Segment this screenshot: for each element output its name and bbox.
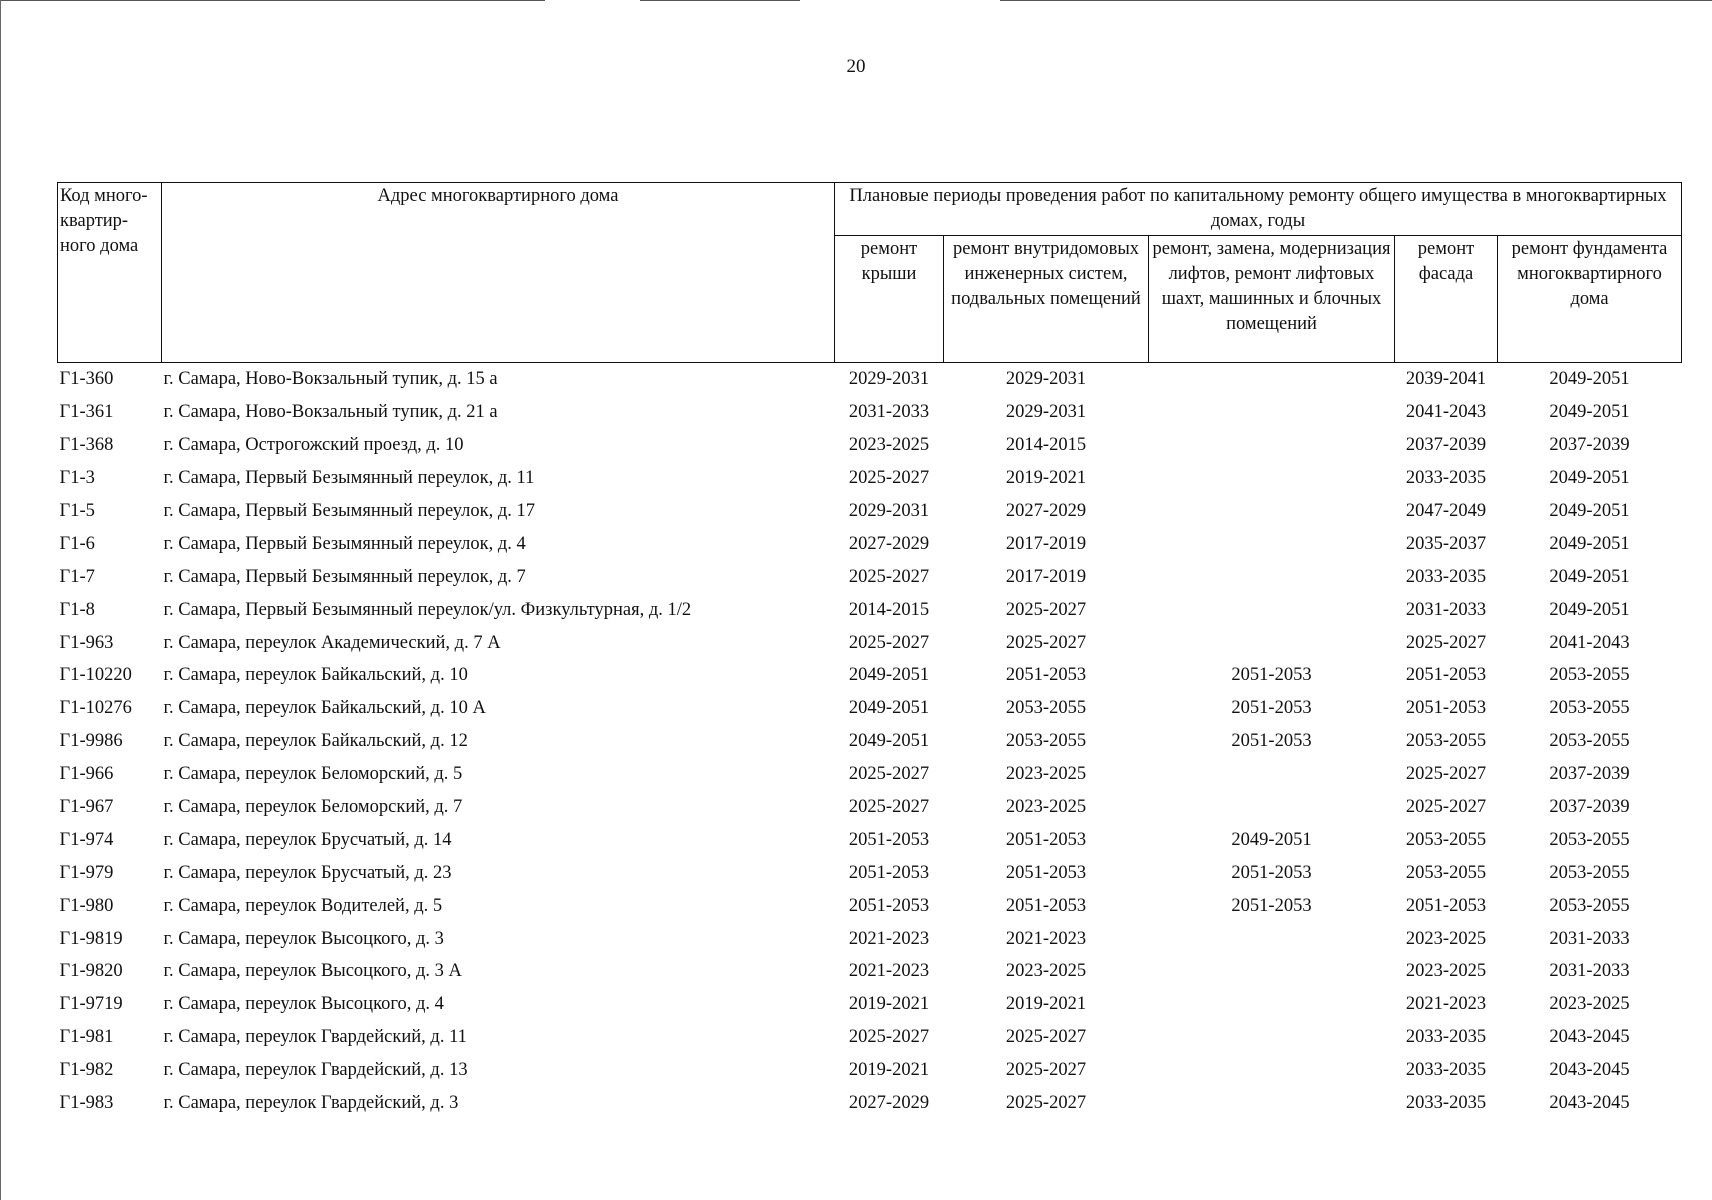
facade-period-cell: 2053-2055 — [1405, 862, 1487, 883]
header-foundation-repair: ремонт фундамента многоквартирного дома — [1498, 236, 1682, 363]
building-code-cell: Г1-9819 — [59, 928, 123, 949]
systems-period-cell: 2053-2055 — [1005, 731, 1087, 752]
building-code-cell: Г1-967 — [59, 797, 114, 818]
header-planned-periods: Плановые периоды проведения работ по капитальному ремонту общего имущества в многоквартирных домах, годы — [835, 183, 1682, 236]
systems-period-cell: 2014-2015 — [1005, 435, 1087, 456]
elevators-period-cell — [1149, 527, 1395, 560]
scan-border-top — [0, 0, 545, 1]
elevators-period-cell: 2049-2051 — [1231, 829, 1312, 850]
building-code-cell: Г1-9719 — [59, 994, 123, 1015]
header-facade-repair: ремонт фасада — [1395, 236, 1498, 363]
foundation-period-cell: 2053-2055 — [1549, 731, 1630, 752]
elevators-period-cell — [1149, 462, 1395, 495]
systems-period-cell: 2023-2025 — [1005, 764, 1087, 785]
roof-period-cell: 2031-2033 — [848, 402, 930, 423]
foundation-period-cell: 2037-2039 — [1549, 797, 1630, 818]
building-code-cell: Г1-360 — [59, 369, 114, 390]
building-code-cell: Г1-361 — [59, 402, 114, 423]
roof-period-cell: 2027-2029 — [848, 1093, 930, 1114]
table-row — [58, 1054, 1682, 1087]
table-row — [58, 922, 1682, 955]
address-cell: г. Самара, переулок Байкальский, д. 10 — [163, 665, 468, 686]
elevators-period-cell — [1149, 363, 1395, 396]
foundation-period-cell: 2043-2045 — [1549, 1093, 1630, 1114]
roof-period-cell: 2051-2053 — [848, 895, 930, 916]
facade-period-cell: 2033-2035 — [1405, 468, 1487, 489]
roof-period-cell: 2023-2025 — [848, 435, 930, 456]
building-code-cell: Г1-9820 — [59, 961, 123, 982]
elevators-period-cell — [1149, 560, 1395, 593]
elevators-period-cell — [1149, 758, 1395, 791]
systems-period-cell: 2025-2027 — [1005, 1060, 1087, 1081]
facade-period-cell: 2053-2055 — [1405, 829, 1487, 850]
address-cell: г. Самара, Первый Безымянный переулок, д. 17 — [163, 501, 536, 521]
systems-period-cell: 2017-2019 — [1005, 566, 1087, 587]
elevators-period-cell — [1149, 791, 1395, 824]
foundation-period-cell: 2037-2039 — [1549, 435, 1630, 456]
facade-period-cell: 2021-2023 — [1405, 994, 1487, 1015]
systems-period-cell: 2029-2031 — [1005, 369, 1087, 390]
systems-period-cell: 2051-2053 — [1005, 829, 1087, 850]
roof-period-cell: 2025-2027 — [848, 468, 930, 489]
building-code-cell: Г1-966 — [59, 764, 114, 785]
address-cell: г. Самара, переулок Беломорский, д. 7 — [163, 797, 463, 818]
elevators-period-cell — [1149, 429, 1395, 462]
foundation-period-cell: 2031-2033 — [1549, 961, 1630, 982]
roof-period-cell: 2019-2021 — [848, 1060, 930, 1081]
elevators-period-cell — [1149, 955, 1395, 988]
facade-period-cell: 2023-2025 — [1405, 961, 1487, 982]
facade-period-cell: 2023-2025 — [1405, 928, 1487, 949]
foundation-period-cell: 2031-2033 — [1549, 928, 1630, 949]
systems-period-cell: 2023-2025 — [1005, 961, 1087, 982]
roof-period-cell: 2051-2053 — [848, 862, 930, 883]
building-code-cell: Г1-10276 — [59, 698, 132, 719]
table-row — [58, 527, 1682, 560]
systems-period-cell: 2019-2021 — [1005, 468, 1087, 489]
systems-period-cell: 2051-2053 — [1005, 862, 1087, 883]
address-cell: г. Самара, переулок Высоцкого, д. 4 — [163, 994, 444, 1015]
building-code-cell: Г1-10220 — [59, 665, 132, 686]
address-cell: г. Самара, переулок Высоцкого, д. 3 А — [163, 961, 462, 982]
page-number: 20 — [846, 56, 866, 77]
building-code-cell: Г1-981 — [59, 1027, 114, 1048]
elevators-period-cell — [1149, 396, 1395, 429]
table-row — [58, 1087, 1682, 1120]
address-cell: г. Самара, переулок Высоцкого, д. 3 — [163, 928, 444, 949]
table-row — [58, 429, 1682, 462]
table-row — [58, 856, 1682, 889]
foundation-period-cell: 2043-2045 — [1549, 1060, 1630, 1081]
table-row — [58, 1021, 1682, 1054]
foundation-period-cell: 2049-2051 — [1549, 402, 1630, 423]
facade-period-cell: 2051-2053 — [1405, 895, 1487, 916]
address-cell: г. Самара, переулок Академический, д. 7 А — [163, 632, 501, 653]
elevators-period-cell: 2051-2053 — [1231, 665, 1312, 686]
building-code-cell: Г1-5 — [59, 501, 95, 521]
elevators-period-cell: 2051-2053 — [1231, 698, 1312, 719]
roof-period-cell: 2025-2027 — [848, 632, 930, 653]
elevators-period-cell — [1149, 988, 1395, 1021]
foundation-period-cell: 2049-2051 — [1549, 468, 1630, 489]
repair-schedule-table — [57, 182, 1682, 1119]
address-cell: г. Самара, переулок Гвардейский, д. 3 — [163, 1093, 459, 1114]
roof-period-cell: 2021-2023 — [848, 928, 930, 949]
facade-period-cell: 2033-2035 — [1405, 1093, 1487, 1114]
systems-period-cell: 2051-2053 — [1005, 895, 1087, 916]
elevators-period-cell — [1149, 1054, 1395, 1087]
facade-period-cell: 2051-2053 — [1405, 665, 1487, 686]
foundation-period-cell: 2053-2055 — [1549, 665, 1630, 686]
header-elevators: ремонт, замена, модернизация лифтов, ремонт лифтовых шахт, машинных и блочных помещений — [1149, 236, 1395, 363]
systems-period-cell: 2025-2027 — [1005, 1093, 1087, 1114]
roof-period-cell: 2049-2051 — [848, 731, 930, 752]
foundation-period-cell: 2049-2051 — [1549, 599, 1630, 620]
facade-period-cell: 2033-2035 — [1405, 1027, 1487, 1048]
elevators-period-cell — [1149, 922, 1395, 955]
elevators-period-cell: 2051-2053 — [1231, 731, 1312, 752]
table-row — [58, 692, 1682, 725]
address-cell: г. Самара, переулок Водителей, д. 5 — [163, 895, 443, 916]
facade-period-cell: 2035-2037 — [1405, 533, 1487, 554]
roof-period-cell: 2029-2031 — [848, 369, 930, 390]
foundation-period-cell: 2053-2055 — [1549, 862, 1630, 883]
roof-period-cell: 2051-2053 — [848, 829, 930, 850]
facade-period-cell: 2025-2027 — [1405, 797, 1487, 818]
foundation-period-cell: 2049-2051 — [1549, 566, 1630, 587]
facade-period-cell: 2033-2035 — [1405, 1060, 1487, 1081]
systems-period-cell: 2017-2019 — [1005, 533, 1087, 554]
roof-period-cell: 2025-2027 — [848, 1027, 930, 1048]
facade-period-cell: 2025-2027 — [1405, 632, 1487, 653]
facade-period-cell: 2047-2049 — [1405, 501, 1487, 521]
systems-period-cell: 2025-2027 — [1005, 632, 1087, 653]
elevators-period-cell — [1149, 593, 1395, 626]
address-cell: г. Самара, Первый Безымянный переулок, д. 7 — [163, 566, 526, 587]
foundation-period-cell: 2053-2055 — [1549, 698, 1630, 719]
address-cell: г. Самара, Ново-Вокзальный тупик, д. 21 а — [163, 402, 498, 423]
systems-period-cell: 2053-2055 — [1005, 698, 1087, 719]
address-cell: г. Самара, переулок Байкальский, д. 10 А — [163, 698, 486, 719]
foundation-period-cell: 2053-2055 — [1549, 895, 1630, 916]
table-row — [58, 560, 1682, 593]
roof-period-cell: 2029-2031 — [848, 501, 930, 521]
facade-period-cell: 2031-2033 — [1405, 599, 1487, 620]
table-row — [58, 363, 1682, 396]
foundation-period-cell: 2053-2055 — [1549, 829, 1630, 850]
systems-period-cell: 2025-2027 — [1005, 599, 1087, 620]
address-cell: г. Самара, переулок Брусчатый, д. 14 — [163, 829, 452, 850]
address-cell: г. Самара, переулок Байкальский, д. 12 — [163, 731, 468, 752]
header-roof-repair: ремонт крыши — [835, 236, 944, 363]
table-row — [58, 626, 1682, 659]
building-code-cell: Г1-982 — [59, 1060, 114, 1081]
building-code-cell: Г1-983 — [59, 1093, 114, 1114]
table-row — [58, 659, 1682, 692]
building-code-cell: Г1-7 — [59, 566, 95, 587]
building-code-cell: Г1-6 — [59, 533, 95, 554]
table-row — [58, 396, 1682, 429]
building-code-cell: Г1-8 — [59, 599, 95, 620]
building-code-cell: Г1-3 — [59, 468, 95, 489]
address-cell: г. Самара, Первый Безымянный переулок, д. 4 — [163, 533, 526, 554]
facade-period-cell: 2041-2043 — [1405, 402, 1487, 423]
roof-period-cell: 2025-2027 — [848, 566, 930, 587]
systems-period-cell: 2025-2027 — [1005, 1027, 1087, 1048]
address-cell: г. Самара, переулок Брусчатый, д. 23 — [163, 862, 452, 883]
table-row — [58, 593, 1682, 626]
elevators-period-cell: 2051-2053 — [1231, 862, 1312, 883]
address-cell: г. Самара, Первый Безымянный переулок, д. 11 — [163, 468, 535, 489]
table-row — [58, 495, 1682, 528]
table-row — [58, 758, 1682, 791]
table-row — [58, 988, 1682, 1021]
address-cell: г. Самара, переулок Гвардейский, д. 11 — [163, 1027, 467, 1048]
roof-period-cell: 2049-2051 — [848, 698, 930, 719]
foundation-period-cell: 2049-2051 — [1549, 533, 1630, 554]
building-code-cell: Г1-979 — [59, 862, 114, 883]
building-code-cell: Г1-9986 — [59, 731, 123, 752]
roof-period-cell: 2027-2029 — [848, 533, 930, 554]
systems-period-cell: 2019-2021 — [1005, 994, 1087, 1015]
address-cell: г. Самара, Первый Безымянный переулок/ул. Физкультурная, д. 1/2 — [163, 599, 692, 620]
systems-period-cell: 2023-2025 — [1005, 797, 1087, 818]
table-body — [58, 363, 1682, 1120]
roof-period-cell: 2014-2015 — [848, 599, 930, 620]
facade-period-cell: 2037-2039 — [1405, 435, 1487, 456]
building-code-cell: Г1-980 — [59, 895, 114, 916]
foundation-period-cell: 2023-2025 — [1549, 994, 1630, 1015]
facade-period-cell: 2039-2041 — [1405, 369, 1487, 390]
foundation-period-cell: 2037-2039 — [1549, 764, 1630, 785]
systems-period-cell: 2051-2053 — [1005, 665, 1087, 686]
foundation-period-cell: 2043-2045 — [1549, 1027, 1630, 1048]
header-address: Адрес многоквартирного дома — [162, 183, 835, 363]
table-row — [58, 889, 1682, 922]
scan-border-top — [640, 0, 800, 1]
table-row — [58, 462, 1682, 495]
address-cell: г. Самара, переулок Беломорский, д. 5 — [163, 764, 463, 785]
building-code-cell: Г1-368 — [59, 435, 114, 456]
roof-period-cell: 2025-2027 — [848, 797, 930, 818]
foundation-period-cell: 2049-2051 — [1549, 501, 1630, 521]
header-building-code: Код много-квартир-ного дома — [58, 183, 162, 363]
systems-period-cell: 2027-2029 — [1005, 501, 1087, 521]
elevators-period-cell — [1149, 1087, 1395, 1120]
foundation-period-cell: 2041-2043 — [1549, 632, 1630, 653]
facade-period-cell: 2033-2035 — [1405, 566, 1487, 587]
building-code-cell: Г1-963 — [59, 632, 114, 653]
roof-period-cell: 2019-2021 — [848, 994, 930, 1015]
address-cell: г. Самара, Острогожский проезд, д. 10 — [163, 435, 464, 456]
scan-border-left — [0, 0, 1, 1200]
table-row — [58, 823, 1682, 856]
roof-period-cell: 2025-2027 — [848, 764, 930, 785]
foundation-period-cell: 2049-2051 — [1549, 369, 1630, 390]
facade-period-cell: 2025-2027 — [1405, 764, 1487, 785]
roof-period-cell: 2021-2023 — [848, 961, 930, 982]
facade-period-cell: 2051-2053 — [1405, 698, 1487, 719]
facade-period-cell: 2053-2055 — [1405, 731, 1487, 752]
systems-period-cell: 2021-2023 — [1005, 928, 1087, 949]
table-row — [58, 791, 1682, 824]
header-engineering-systems: ремонт внутридомовых инженерных систем, подвальных помещений — [944, 236, 1149, 363]
table-row — [58, 725, 1682, 758]
building-code-cell: Г1-974 — [59, 829, 114, 850]
roof-period-cell: 2049-2051 — [848, 665, 930, 686]
systems-period-cell: 2029-2031 — [1005, 402, 1087, 423]
table-row — [58, 955, 1682, 988]
address-cell: г. Самара, переулок Гвардейский, д. 13 — [163, 1060, 468, 1081]
elevators-period-cell — [1149, 626, 1395, 659]
elevators-period-cell: 2051-2053 — [1231, 895, 1312, 916]
address-cell: г. Самара, Ново-Вокзальный тупик, д. 15 а — [163, 369, 498, 390]
elevators-period-cell — [1149, 1021, 1395, 1054]
elevators-period-cell — [1149, 495, 1395, 528]
scan-border-top — [1000, 0, 1712, 1]
